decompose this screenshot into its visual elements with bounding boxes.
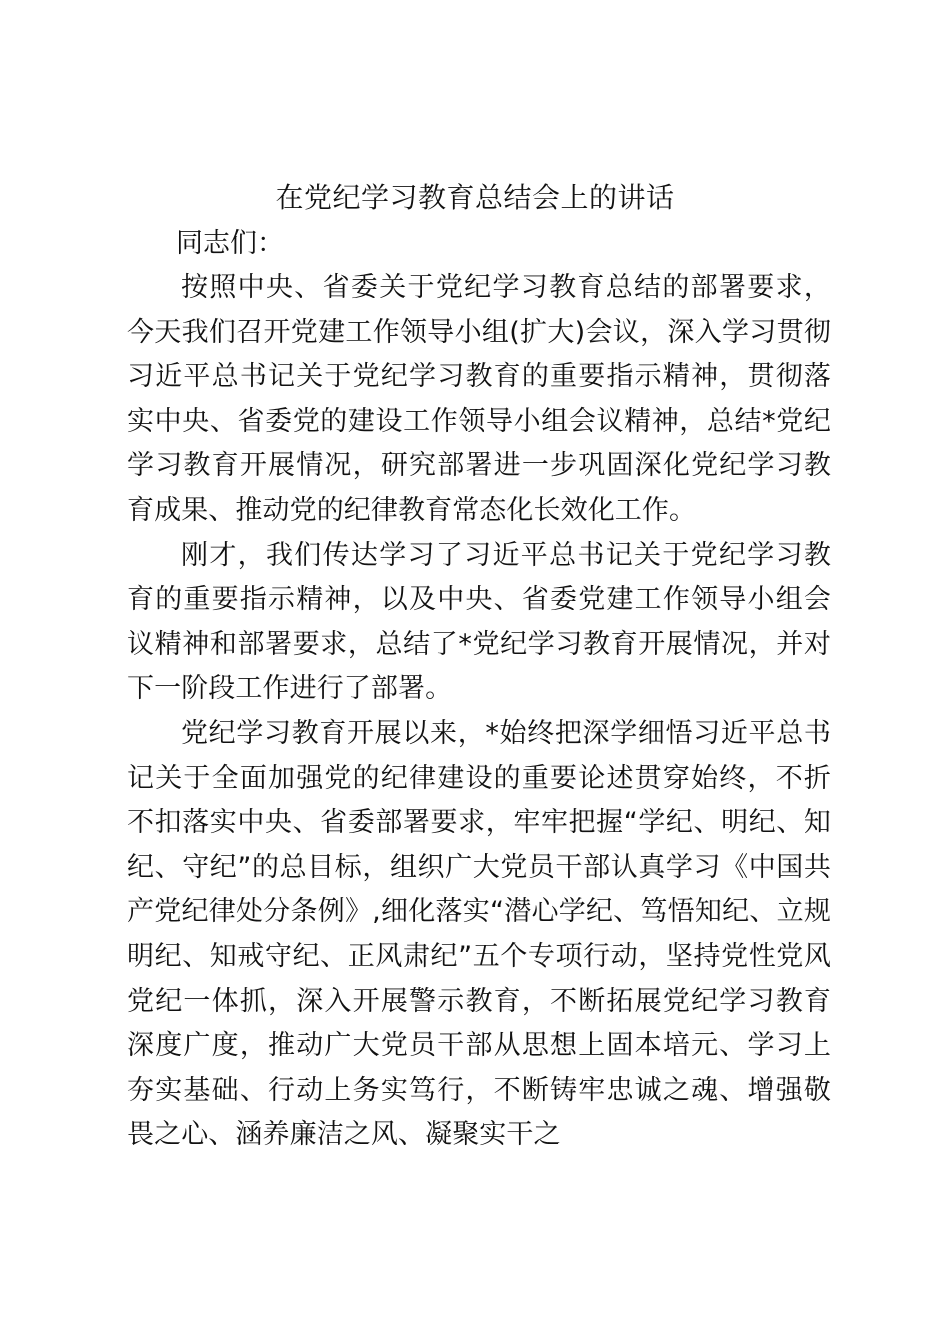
paragraph-1: 按照中央、省委关于党纪学习教育总结的部署要求，今天我们召开党建工作领导小组(扩大)会议，深入学习贯彻习近平总书记关于党纪学习教育的重要指示精神，贯彻落实中央、省委党的建设工作领导小组会议精神，总结*党纪学习教育开展情况，研究部署进一步巩固深化党纪学习教育成果、推动党的纪律教育常态化长效化工作。	[127, 272, 831, 526]
salutation: 同志们：	[176, 228, 284, 259]
paragraph-2: 刚才，我们传达学习了习近平总书记关于党纪学习教育的重要指示精神，以及中央、省委党建工作领导小组会议精神和部署要求，总结了*党纪学习教育开展情况，并对下一阶段工作进行了部署。	[127, 539, 831, 705]
paragraph-3: 党纪学习教育开展以来，*始终把深学细悟习近平总书记关于全面加强党的纪律建设的重要论述贯穿始终，不折不扣落实中央、省委部署要求，牢牢把握“学纪、明纪、知纪、守纪”的总目标，组织广大党员干部认真学习《中国共产党纪律处分条例》,细化落实“潜心学纪、笃悟知纪、立规明纪、知戒守纪、正风肃纪”五个专项行动，坚持党性党风党纪一体抓，深入开展警示教育，不断拓展党纪学习教育深度广度，推动广大党员干部从思想上固本培元、学习上夯实基础、行动上务实笃行，不断铸牢忠诚之魂、增强敬畏之心、涵养廉洁之风、凝聚实干之	[127, 717, 831, 1151]
document-title: 在党纪学习教育总结会上的讲话	[275, 181, 675, 214]
document-body	[127, 266, 831, 1158]
